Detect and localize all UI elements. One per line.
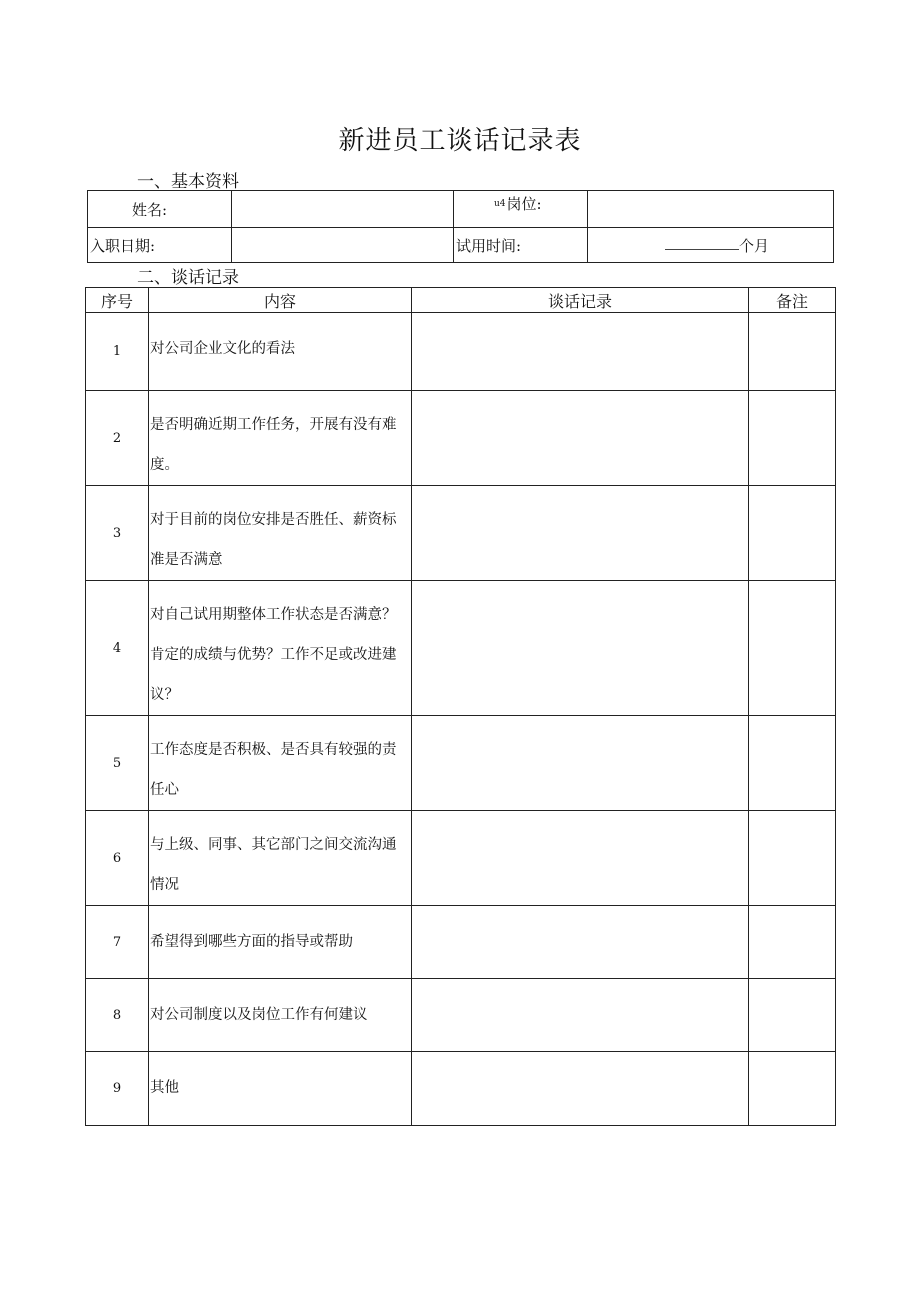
header-content: 内容 (149, 288, 412, 313)
position-label-cell (454, 191, 588, 228)
basic-info-row (88, 191, 834, 228)
row-record-field[interactable] (412, 313, 749, 391)
row-record-field[interactable] (412, 1052, 749, 1126)
page-title: 新进员工谈话记录表 (338, 126, 582, 156)
position-label: 岗位: (506, 195, 542, 213)
row-record-field[interactable] (412, 391, 749, 486)
section-heading-talk-record: 二、谈话记录 (137, 268, 239, 288)
row-remark-field[interactable] (749, 906, 836, 979)
row-content: 对公司企业文化的看法 (149, 313, 412, 391)
row-no: 4 (86, 581, 149, 716)
row-no: 8 (86, 979, 149, 1052)
table-row (86, 391, 836, 486)
row-content: 与上级、同事、其它部门之间交流沟通情况 (149, 811, 412, 906)
row-no: 7 (86, 906, 149, 979)
row-remark-field[interactable] (749, 979, 836, 1052)
table-row (86, 486, 836, 581)
row-content: 其他 (149, 1052, 412, 1126)
basic-info-row (88, 228, 834, 263)
table-row (86, 979, 836, 1052)
row-no: 6 (86, 811, 149, 906)
name-field[interactable] (232, 191, 454, 228)
row-no: 3 (86, 486, 149, 581)
row-remark-field[interactable] (749, 313, 836, 391)
header-remark: 备注 (749, 288, 836, 313)
row-record-field[interactable] (412, 906, 749, 979)
table-row (86, 1052, 836, 1126)
row-no: 1 (86, 313, 149, 391)
months-unit: 个月 (738, 236, 769, 255)
table-row (86, 906, 836, 979)
row-remark-field[interactable] (749, 1052, 836, 1126)
row-record-field[interactable] (412, 979, 749, 1052)
table-row (86, 313, 836, 391)
probation-field[interactable] (588, 228, 834, 263)
talk-record-table (85, 287, 836, 1126)
row-content: 对自己试用期整体工作状态是否满意？肯定的成绩与优势？工作不足或改进建议？ (149, 581, 412, 716)
row-remark-field[interactable] (749, 391, 836, 486)
row-record-field[interactable] (412, 811, 749, 906)
row-no: 2 (86, 391, 149, 486)
table-row (86, 581, 836, 716)
row-content: 希望得到哪些方面的指导或帮助 (149, 906, 412, 979)
header-no: 序号 (86, 288, 149, 313)
section-heading-basic-info: 一、基本资料 (137, 172, 239, 192)
row-remark-field[interactable] (749, 486, 836, 581)
position-prefix: u4 (494, 199, 506, 209)
basic-info-table (87, 190, 834, 263)
position-field[interactable] (588, 191, 834, 228)
header-record: 谈话记录 (412, 288, 749, 313)
probation-blank-line (665, 235, 739, 250)
table-row (86, 811, 836, 906)
row-record-field[interactable] (412, 486, 749, 581)
row-no: 5 (86, 716, 149, 811)
hire-date-field[interactable] (232, 228, 454, 263)
row-content: 对公司制度以及岗位工作有何建议 (149, 979, 412, 1052)
row-content: 对于目前的岗位安排是否胜任、薪资标准是否满意 (149, 486, 412, 581)
row-remark-field[interactable] (749, 811, 836, 906)
probation-label: 试用时间: (454, 228, 588, 263)
row-record-field[interactable] (412, 716, 749, 811)
row-remark-field[interactable] (749, 581, 836, 716)
table-row (86, 716, 836, 811)
hire-date-label: 入职日期: (88, 228, 232, 263)
row-remark-field[interactable] (749, 716, 836, 811)
name-label: 姓名: (88, 191, 232, 228)
row-record-field[interactable] (412, 581, 749, 716)
row-no: 9 (86, 1052, 149, 1126)
row-content: 工作态度是否积极、是否具有较强的责任心 (149, 716, 412, 811)
row-content: 是否明确近期工作任务，开展有没有难度。 (149, 391, 412, 486)
table-header-row (86, 288, 836, 313)
